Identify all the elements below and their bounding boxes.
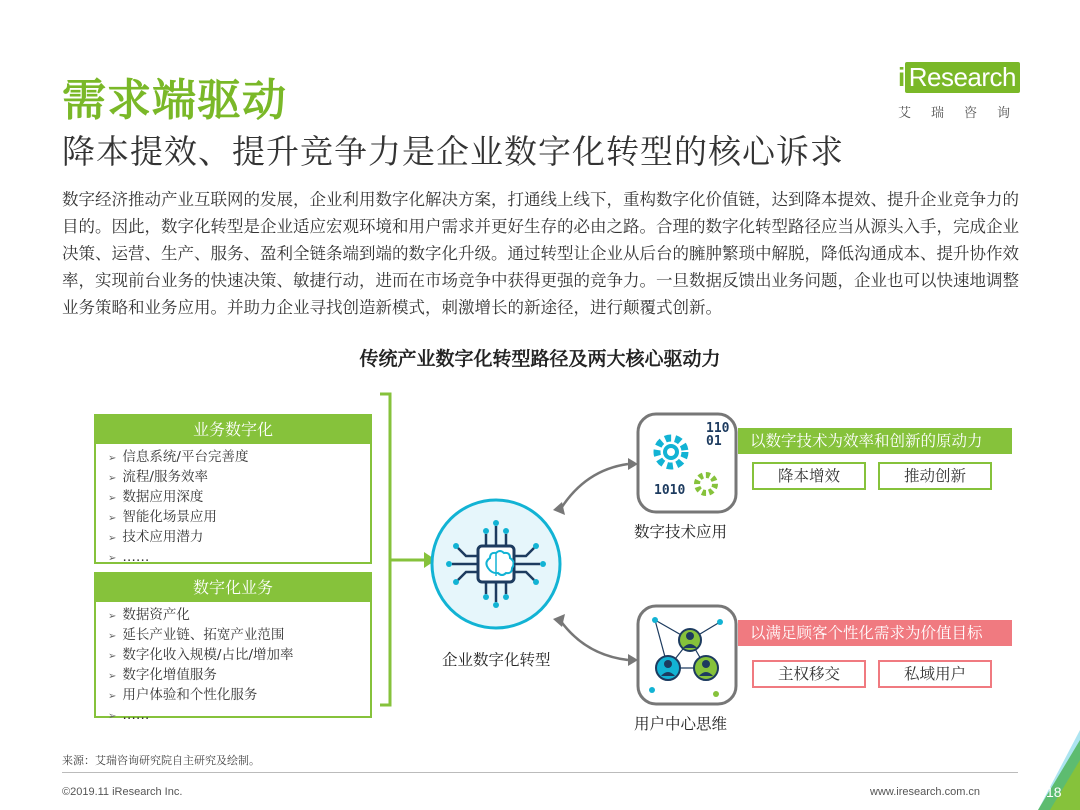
business-digitization-box (94, 414, 372, 564)
copyright: ©2019.11 iResearch Inc. (62, 786, 183, 798)
user-banner: 以满足顾客个性化需求为价值目标 (738, 620, 1012, 646)
footer-url: www.iresearch.com.cn (870, 786, 981, 798)
page-title: 需求端驱动 (62, 75, 287, 126)
binary-bottom: 1010 (654, 483, 686, 498)
list-item: ➢ 流程/服务效率 (108, 469, 208, 485)
bullet-icon: ➢ (108, 513, 117, 524)
page-subtitle: 降本提效、提升竞争力是企业数字化转型的核心诉求 (62, 132, 844, 171)
binary-top: 110 01 (706, 421, 730, 449)
list-item: ➢ 智能化场景应用 (108, 509, 217, 525)
bullet-icon: ➢ (108, 611, 117, 622)
list-item: ➢ 数字化增值服务 (108, 667, 217, 683)
list-item: ➢ 信息系统/平台完善度 (108, 449, 249, 465)
tag-private-users: 私域用户 (878, 660, 992, 688)
list-item: ➢ 用户体验和个性化服务 (108, 687, 258, 703)
logo-research: Research (905, 62, 1020, 93)
diagram-title: 传统产业数字化转型路径及两大核心驱动力 (359, 348, 721, 370)
bullet-icon: ➢ (108, 711, 117, 722)
tech-banner: 以数字技术为效率和创新的原动力 (738, 428, 1012, 454)
list-item: ➢ 技术应用潜力 (108, 529, 204, 545)
digital-business-list (96, 602, 370, 726)
digital-business-header: 数字化业务 (96, 574, 370, 602)
business-digitization-list (96, 444, 370, 568)
bracket (380, 394, 390, 705)
tech-label: 数字技术应用 (634, 523, 728, 541)
tag-sovereignty-transfer: 主权移交 (752, 660, 866, 688)
center-label: 企业数字化转型 (442, 651, 551, 669)
user-connector (560, 620, 628, 660)
bullet-icon: ➢ (108, 631, 117, 642)
digital-business-box (94, 572, 372, 723)
list-item: ➢ 数据资产化 (108, 607, 190, 623)
bullet-icon: ➢ (108, 453, 117, 464)
bullet-icon: ➢ (108, 651, 117, 662)
business-digitization-header: 业务数字化 (96, 416, 370, 444)
tag-innovation: 推动创新 (878, 462, 992, 490)
logo-chinese: 艾瑞咨询 (898, 106, 1031, 121)
bullet-icon: ➢ (108, 473, 117, 484)
page-number: 18 (1046, 784, 1062, 800)
user-label: 用户中心思维 (634, 715, 728, 733)
list-item: ➢ 延长产业链、拓宽产业范围 (108, 627, 285, 643)
small-gear-icon (697, 475, 715, 493)
list-item: ➢ …… (108, 707, 150, 723)
tag-cost-efficiency: 降本增效 (752, 462, 866, 490)
bullet-icon: ➢ (108, 553, 117, 564)
list-item: ➢ 数据应用深度 (108, 489, 204, 505)
logo-i: i (898, 61, 905, 92)
body-paragraph: 数字经济推动产业互联网的发展，企业利用数字化解决方案，打通线上线下，重构数字化价值链，达到降本提效、提升企业竞争力的目的。因此，数字化转型是企业适应宏观环境和用户需求并更好生存的必由之路。合理的数字化转型路径应当从源头入手，完成企业决策、运营、生产、服务、盈利全链条端到端的数字化升级。通过转型让企业从后台的臃肿繁琐中解脱，降低沟通成本、提升协作效率，实现前台业务的快速决策、敏捷行动，进而在市场竞争中获得更强的竞争力。一旦数据反馈出业务问题，企业也可以快速地调整业务策略和业务应用。并助力企业寻找创造新模式，刺激增长的新途径，进行颠覆式创新。 (62, 190, 1019, 317)
bullet-icon: ➢ (108, 533, 117, 544)
bullet-icon: ➢ (108, 671, 117, 682)
bullet-icon: ➢ (108, 691, 117, 702)
list-item: ➢ …… (108, 549, 150, 565)
footer-divider (62, 772, 1018, 773)
tech-connector (560, 464, 628, 510)
bullet-icon: ➢ (108, 493, 117, 504)
source-note: 来源：艾瑞咨询研究院自主研究及绘制。 (62, 754, 260, 767)
list-item: ➢ 数字化收入规模/占比/增加率 (108, 647, 294, 663)
